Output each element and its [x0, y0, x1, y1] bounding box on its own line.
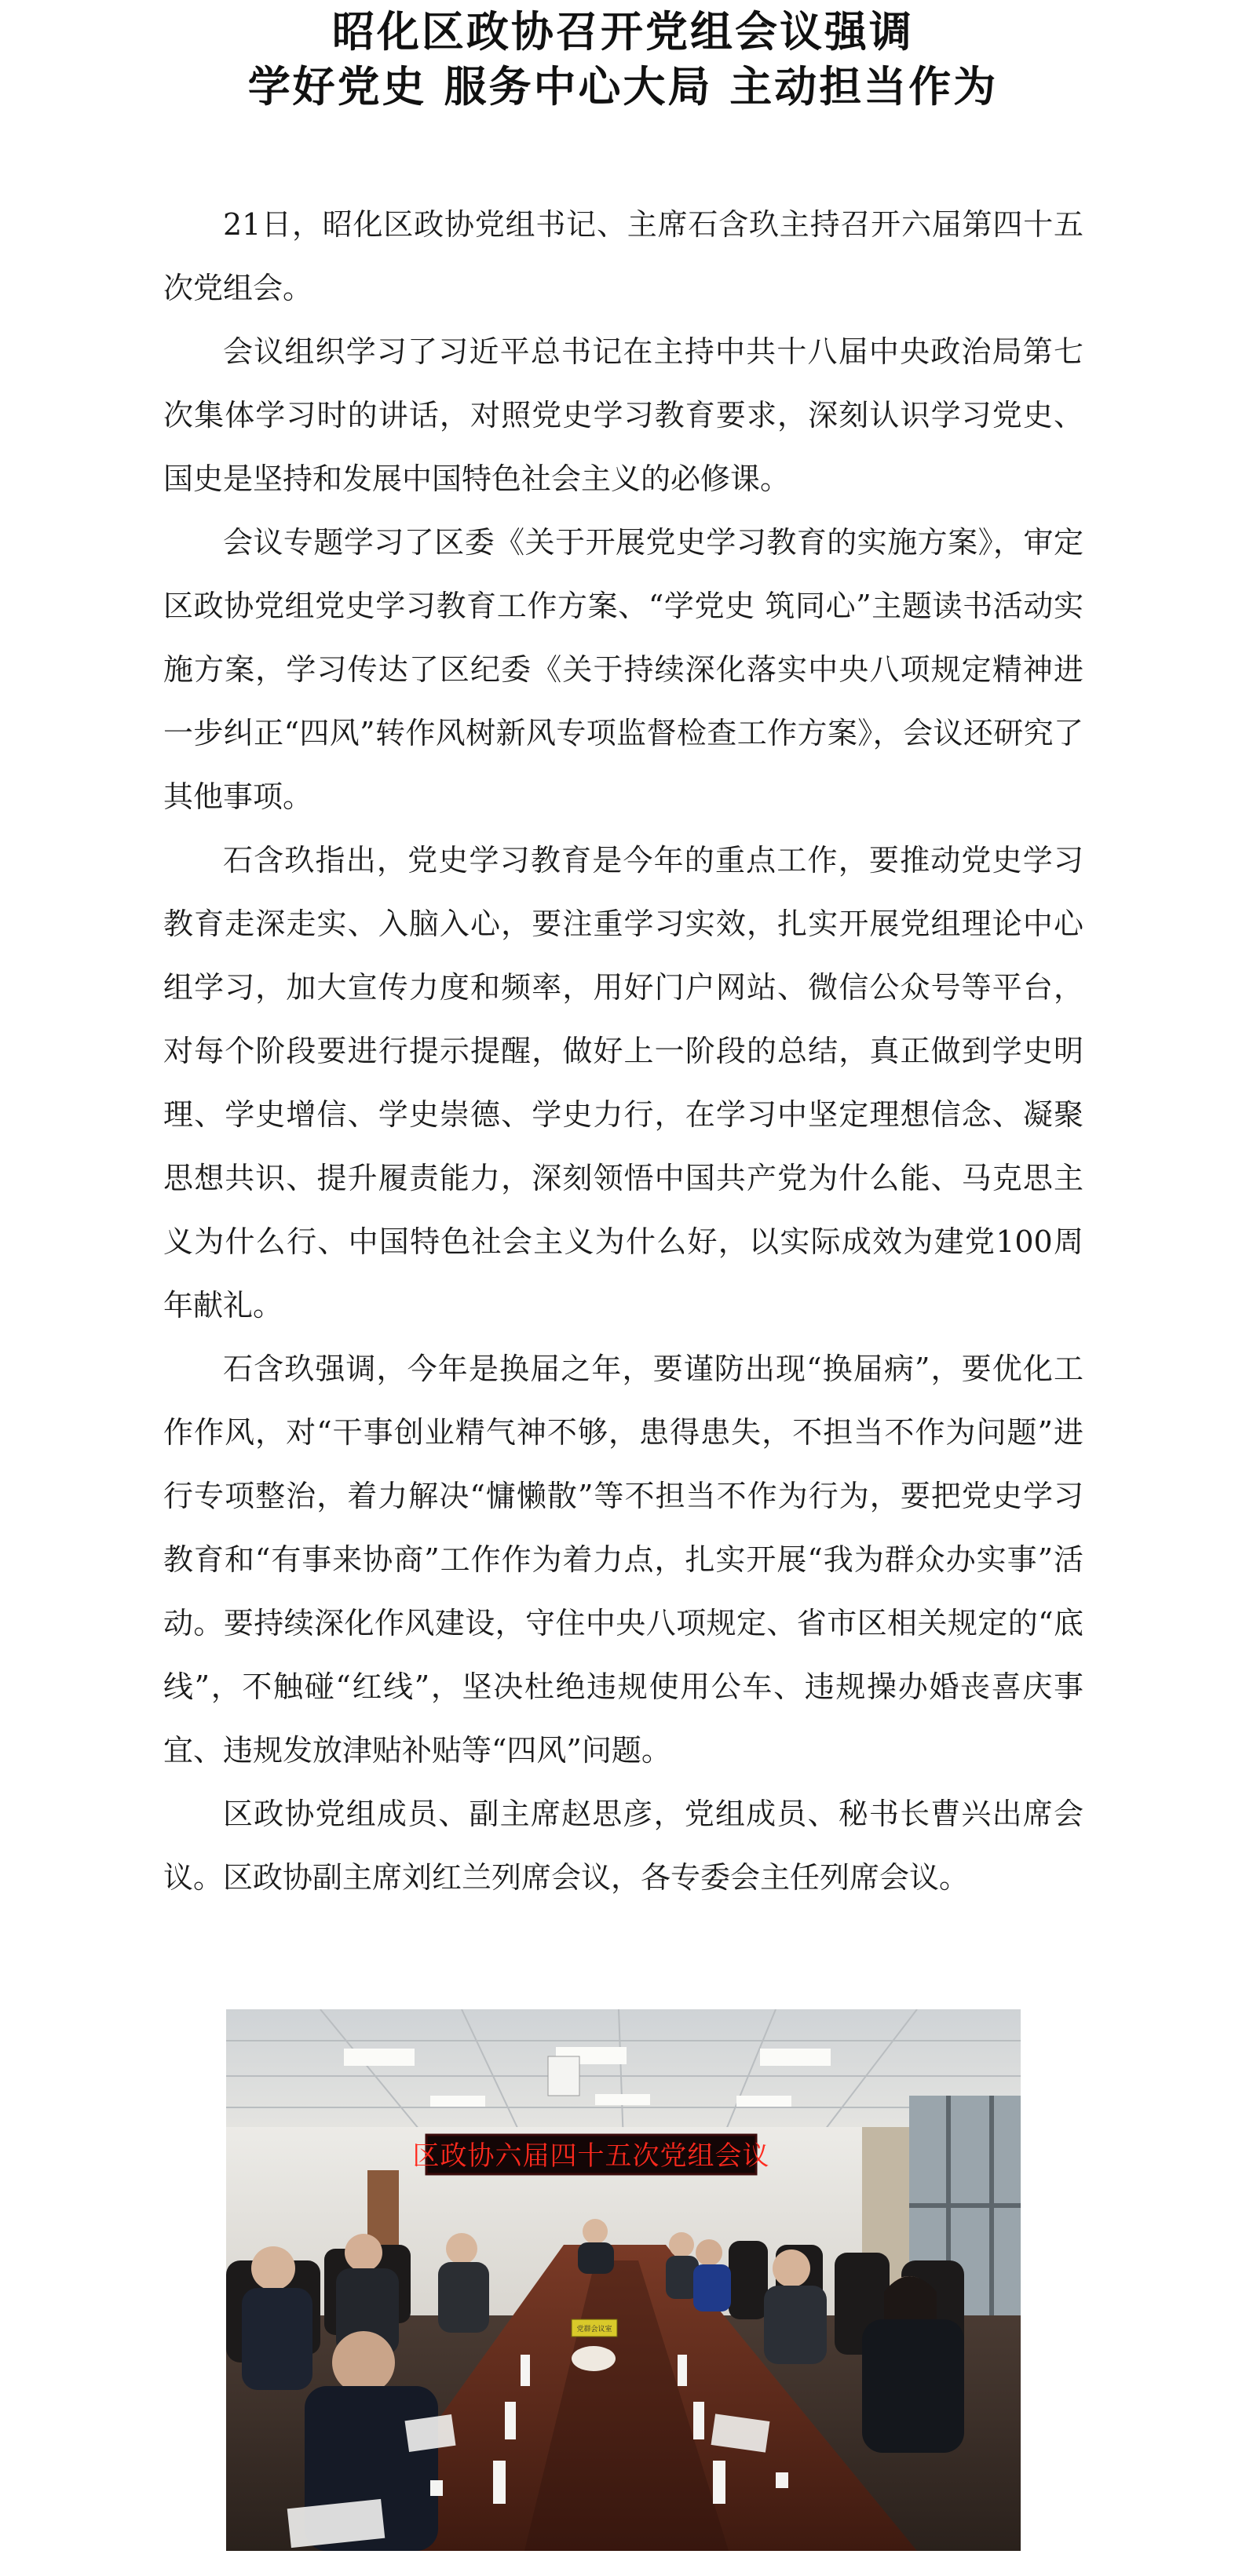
meeting-photo-illustration — [226, 2009, 1021, 2551]
table-sign-text: 党群会议室 — [576, 2326, 612, 2333]
article-title-line-1: 昭化区政协召开党组会议强调 — [332, 7, 914, 57]
article-title-line-2: 学好党史 服务中心大局 主动担当作为 — [247, 62, 999, 111]
projector — [548, 2056, 579, 2096]
meeting-photo — [226, 2009, 1021, 2551]
article-header — [0, 5, 1246, 115]
led-banner-text: 区政协六届四十五次党组会议 — [412, 2140, 770, 2172]
paragraph-5: 石含玖强调，今年是换届之年，要谨防出现“换届病”，要优化工作作风，对“干事创业精气神不够，患得患失，不担当不作为问题”进行专项整治，着力解决“慵懒散”等不担当不作为行为，要把党史学习教育和“有事来协商”工作作为着力点，扎实开展“我为群众办实事”活动。要持续深化作风建设，守住中央八项规定、省市区相关规定的“底线”，不触碰“红线”，坚决杜绝违规使用公车、违规操办婚丧喜庆事宜、违规发放津贴补贴等“四风”问题。 — [163, 1352, 1083, 1768]
article-body — [163, 193, 1083, 1910]
paragraph-2: 会议组织学习了习近平总书记在主持中共十八届中央政治局第七次集体学习时的讲话，对照党史学习教育要求，深刻认识学习党史、国史是坚持和发展中国特色社会主义的必修课。 — [163, 334, 1083, 496]
paragraph-3: 会议专题学习了区委《关于开展党史学习教育的实施方案》，审定区政协党组党史学习教育工作方案、“学党史 筑同心”主题读书活动实施方案，学习传达了区纪委《关于持续深化落实中央八项规定精神进一步纠正“四风”转作风树新风专项监督检查工作方案》，会议还研究了其他事项。 — [163, 525, 1083, 814]
paragraph-4: 石含玖指出，党史学习教育是今年的重点工作，要推动党史学习教育走深走实、入脑入心，要注重学习实效，扎实开展党组理论中心组学习，加大宣传力度和频率，用好门户网站、微信公众号等平台，对每个阶段要进行提示提醒，做好上一阶段的总结，真正做到学史明理、学史增信、学史崇德、学史力行，在学习中坚定理想信念、凝聚思想共识、提升履责能力，深刻领悟中国共产党为什么能、马克思主义为什么行、中国特色社会主义为什么好，以实际成效为建党100周年献礼。 — [163, 843, 1083, 1323]
flower-arrangement — [572, 2346, 616, 2371]
paragraph-1: 21日，昭化区政协党组书记、主席石含玖主持召开六届第四十五次党组会。 — [163, 207, 1083, 305]
paragraph-6: 区政协党组成员、副主席赵思彦，党组成员、秘书长曹兴出席会议。区政协副主席刘红兰列席会议，各专委会主任列席会议。 — [163, 1797, 1083, 1895]
